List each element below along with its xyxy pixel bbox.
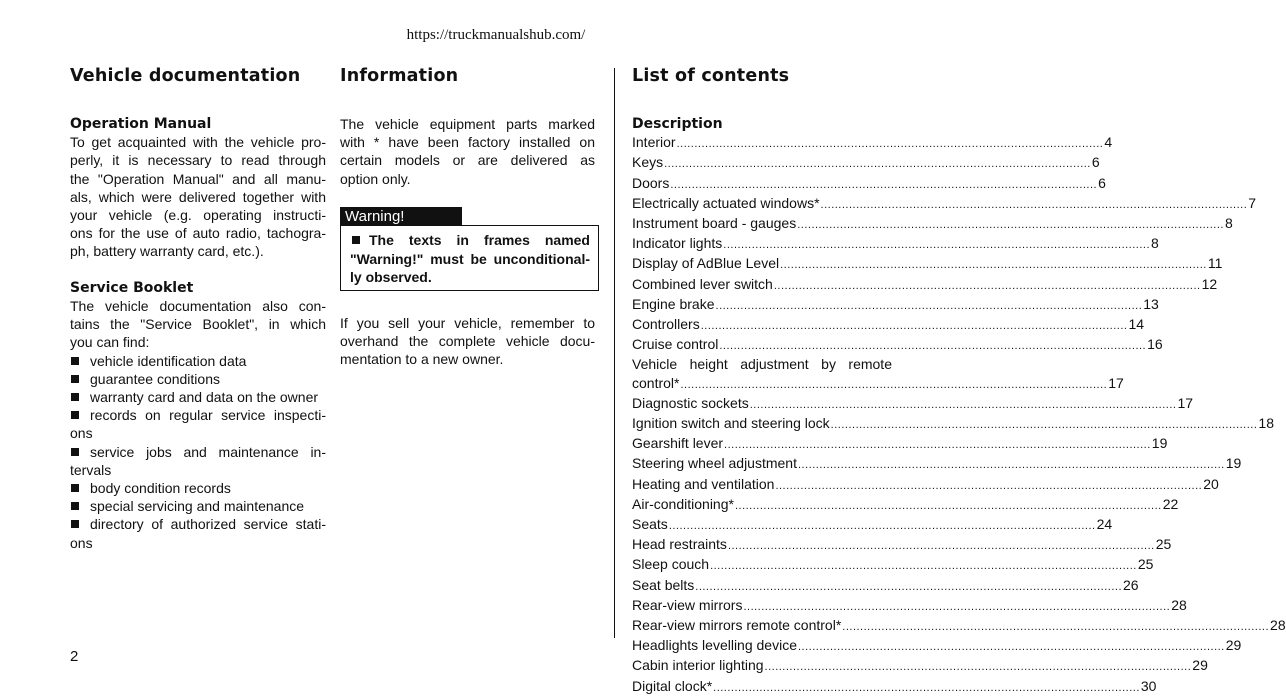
list-item-text: directory of authorized service stati- <box>90 516 326 533</box>
bullet-square-icon <box>71 375 79 383</box>
toc-entry[interactable] <box>632 596 1187 616</box>
service-booklet-line: The vehicle documentation also con- <box>70 298 326 315</box>
toc-entry-page: 20 <box>1203 475 1219 492</box>
operation-manual-heading: Operation Manual <box>70 116 212 132</box>
page-number: 2 <box>70 648 79 665</box>
service-booklet-list <box>70 352 326 552</box>
resale-note-line: If you sell your vehicle, remember to <box>340 315 595 331</box>
toc-entry-page: 19 <box>1151 435 1168 452</box>
toc-entry[interactable] <box>632 677 1157 697</box>
toc-entry-label: Electrically actuated windows* <box>632 194 820 211</box>
toc-entry-label: Engine brake <box>632 295 715 312</box>
toc-leader-dots: ........................................................................................................................ <box>830 419 1258 432</box>
toc-entry-label: Vehicle height adjustment by remote <box>632 356 892 373</box>
toc-entry-label: Indicator lights <box>632 235 723 252</box>
service-booklet-text <box>70 297 326 352</box>
toc-entry-label: Diagnostic sockets <box>632 394 749 411</box>
toc-leader-dots: ........................................................................................................................ <box>775 479 1203 492</box>
toc-entry-page: 17 <box>1177 394 1194 411</box>
toc-entry[interactable] <box>632 234 1159 254</box>
contents-title: List of contents <box>632 66 790 86</box>
toc-entry-page: 22 <box>1162 495 1179 512</box>
toc-entry[interactable] <box>632 434 1168 454</box>
list-item-text: warranty card and data on the owner <box>90 389 319 406</box>
list-item <box>70 443 326 479</box>
toc-leader-dots: ........................................................................................................................ <box>715 299 1143 312</box>
toc-entry-page: 8 <box>1151 235 1159 252</box>
toc-entry-label: Interior <box>632 134 676 151</box>
toc-leader-dots: ........................................................................................................................ <box>773 279 1201 292</box>
toc-entry-page: 12 <box>1201 275 1218 292</box>
toc-entry[interactable] <box>632 133 1113 153</box>
toc-entry-label: Seats <box>632 516 668 533</box>
toc-leader-dots: ........................................................................................................................ <box>798 641 1225 654</box>
toc-entry-page: 24 <box>1096 516 1113 533</box>
toc-leader-dots: ........................................................................................................................ <box>719 340 1147 353</box>
operation-manual-line: ph, battery warranty card, etc.). <box>70 243 264 260</box>
warning-text-line: The texts in frames named <box>350 231 590 250</box>
toc-entry-page: 13 <box>1143 295 1159 312</box>
toc-entry[interactable] <box>632 214 1233 234</box>
service-booklet-line: tains the "Service Booklet", in which <box>70 316 326 333</box>
toc-entry-label: Sleep couch <box>632 556 710 573</box>
toc-entry-page: 28 <box>1270 617 1286 634</box>
toc-entry-label: Instrument board - gauges <box>632 215 797 232</box>
operation-manual-line: the "Operation Manual" and all manu- <box>70 170 326 187</box>
toc-leader-dots: ........................................................................................................................ <box>700 320 1128 333</box>
operation-manual-line: your vehicle (e.g. operating instructi- <box>70 207 326 224</box>
toc-entry-label: control* <box>632 374 680 391</box>
list-item-text: tervals <box>70 461 112 478</box>
toc-leader-dots: ........................................................................................................................ <box>723 239 1151 252</box>
toc-entry-label: Seat belts <box>632 576 695 593</box>
service-booklet-line: you can find: <box>70 334 150 351</box>
list-item <box>70 515 326 551</box>
toc-entry-label: Rear-view mirrors <box>632 596 743 613</box>
toc-leader-dots: ........................................................................................................................ <box>695 580 1123 593</box>
list-item-text: special servicing and maintenance <box>90 498 305 515</box>
resale-note-line: mentation to a new owner. <box>340 351 504 368</box>
toc-entry-label: Heating and ventilation <box>632 475 775 492</box>
contents-list <box>632 115 1286 697</box>
list-item-text: ons <box>70 534 93 551</box>
bullet-square-icon <box>71 393 79 401</box>
operation-manual-line: als, which were delivered together with <box>70 188 326 205</box>
information-line: option only. <box>340 170 411 187</box>
toc-entry-page: 11 <box>1207 255 1223 272</box>
list-item <box>70 370 326 388</box>
toc-entry[interactable] <box>632 174 1106 194</box>
warning-text-line: ly observed. <box>350 269 432 285</box>
toc-entry-label: Head restraints <box>632 536 727 553</box>
toc-leader-dots: ........................................................................................................................ <box>749 398 1177 411</box>
toc-entry-page: 18 <box>1258 415 1274 432</box>
toc-entry-label: Digital clock* <box>632 677 713 694</box>
toc-leader-dots: ........................................................................................................................ <box>670 178 1098 191</box>
list-item <box>70 479 326 497</box>
toc-entry[interactable] <box>632 616 1286 636</box>
toc-entry-page: 25 <box>1155 536 1172 553</box>
list-item-text: vehicle identification data <box>90 352 247 369</box>
toc-leader-dots: ........................................................................................................................ <box>743 600 1171 613</box>
toc-entry-page: 25 <box>1137 556 1154 573</box>
toc-entry[interactable] <box>632 555 1154 575</box>
toc-entry-page: 26 <box>1123 576 1139 593</box>
toc-entry-page: 29 <box>1225 637 1242 654</box>
column-divider <box>614 68 615 638</box>
warning-box <box>340 225 599 291</box>
information-line: The vehicle equipment parts marked <box>340 116 595 132</box>
toc-entry[interactable] <box>632 153 1100 173</box>
bullet-square-icon <box>71 520 79 528</box>
toc-entry-label: Combined lever switch <box>632 275 773 292</box>
toc-entry[interactable] <box>632 335 1163 355</box>
operation-manual-line: perly, it is necessary to read through <box>70 152 326 169</box>
information-line: with * have been factory installed on <box>340 134 595 151</box>
toc-entry-label: Cruise control <box>632 336 719 353</box>
toc-entry-label: Air-conditioning* <box>632 495 734 512</box>
service-booklet-heading: Service Booklet <box>70 279 194 296</box>
toc-entry[interactable] <box>632 275 1218 295</box>
toc-leader-dots: ........................................................................................................................ <box>724 439 1151 452</box>
toc-entry-label: Controllers <box>632 316 700 333</box>
list-item-text: ons <box>70 425 93 442</box>
toc-entry-label: Gearshift lever <box>632 435 724 452</box>
list-item-text: records on regular service inspecti- <box>90 407 326 424</box>
toc-leader-dots: ........................................................................................................................ <box>713 681 1140 694</box>
toc-entry[interactable] <box>632 576 1139 596</box>
toc-entry-label: Headlights levelling device <box>632 637 797 654</box>
toc-entry-page: 28 <box>1171 596 1187 613</box>
toc-entry-label: Doors <box>632 174 670 191</box>
operation-manual-line: To get acquainted with the vehicle pro- <box>70 134 326 151</box>
toc-leader-dots: ........................................................................................................................ <box>764 661 1192 674</box>
toc-leader-dots: ........................................................................................................................ <box>798 459 1225 472</box>
toc-entry[interactable] <box>632 295 1159 315</box>
toc-entry-page: 6 <box>1091 154 1100 171</box>
toc-entry-page: 16 <box>1147 336 1163 353</box>
bullet-square-icon <box>71 502 79 510</box>
operation-manual-text <box>70 133 326 260</box>
bullet-square-icon <box>352 236 360 244</box>
toc-entry[interactable] <box>632 394 1194 414</box>
toc-entry[interactable] <box>632 374 1124 394</box>
toc-leader-dots: ........................................................................................................................ <box>680 378 1108 391</box>
toc-entry-page: 8 <box>1224 215 1233 232</box>
list-item <box>70 406 326 442</box>
list-item-text: guarantee conditions <box>90 370 220 387</box>
toc-entry-label: Cabin interior lighting <box>632 657 764 674</box>
toc-entry-page: 14 <box>1128 316 1145 333</box>
warning-label: Warning! <box>340 207 462 226</box>
list-item-text: service jobs and maintenance in- <box>90 443 326 460</box>
toc-entry[interactable] <box>632 495 1179 515</box>
toc-leader-dots: ........................................................................................................................ <box>664 158 1091 171</box>
list-item <box>70 388 326 406</box>
information-title: Information <box>340 66 459 86</box>
toc-entry-page: 6 <box>1098 174 1106 191</box>
toc-entry-label: Ignition switch and steering lock <box>632 415 830 432</box>
vehicle-documentation-title: Vehicle documentation <box>70 66 301 86</box>
toc-leader-dots: ........................................................................................................................ <box>710 560 1137 573</box>
toc-entry-label: Keys <box>632 154 664 171</box>
toc-entry-page: 29 <box>1192 657 1208 674</box>
toc-entry-page: 30 <box>1140 677 1157 694</box>
toc-leader-dots: ........................................................................................................................ <box>734 499 1162 512</box>
information-resale-note <box>340 314 595 369</box>
list-item-text: body condition records <box>90 480 231 497</box>
list-item <box>70 352 326 370</box>
toc-entry[interactable] <box>632 194 1257 214</box>
bullet-square-icon <box>71 357 79 365</box>
toc-entry-page: 19 <box>1225 455 1242 472</box>
source-url: https://truckmanualshub.com/ <box>406 27 586 43</box>
toc-entry[interactable] <box>632 656 1208 676</box>
information-line: certain models or are delivered as <box>340 152 595 169</box>
warning-text-line: "Warning!" must be unconditional- <box>350 250 590 267</box>
toc-leader-dots: ........................................................................................................................ <box>676 138 1104 151</box>
resale-note-line: overhand the complete vehicle docu- <box>340 333 595 350</box>
toc-leader-dots: ........................................................................................................................ <box>780 259 1207 272</box>
toc-leader-dots: ........................................................................................................................ <box>842 621 1270 634</box>
toc-entry-label: Display of AdBlue Level <box>632 255 780 272</box>
toc-entry[interactable] <box>632 315 1145 335</box>
toc-leader-dots: ........................................................................................................................ <box>727 540 1155 553</box>
list-item <box>70 497 326 515</box>
vehicle-documentation-column <box>70 115 326 552</box>
toc-entry-label: Steering wheel adjustment <box>632 455 797 472</box>
toc-entry[interactable] <box>632 636 1242 656</box>
information-intro <box>340 115 595 188</box>
toc-entry[interactable] <box>632 414 1274 434</box>
toc-leader-dots: ........................................................................................................................ <box>820 198 1248 211</box>
toc-entry-page: 4 <box>1104 134 1113 151</box>
toc-entry-page: 7 <box>1248 194 1257 211</box>
toc-entry[interactable] <box>632 515 1113 535</box>
toc-entry-label: Rear-view mirrors remote control* <box>632 617 842 634</box>
bullet-square-icon <box>71 484 79 492</box>
bullet-square-icon <box>71 411 79 419</box>
description-section-heading: Description <box>632 116 723 132</box>
toc-entry[interactable] <box>632 454 1242 474</box>
toc-entry[interactable] <box>632 475 1219 495</box>
toc-leader-dots: ........................................................................................................................ <box>797 219 1224 232</box>
toc-entry-page: 17 <box>1108 374 1124 391</box>
toc-leader-dots: ........................................................................................................................ <box>668 520 1096 533</box>
operation-manual-line: ons for the use of auto radio, tachogra- <box>70 225 326 242</box>
bullet-square-icon <box>71 448 79 456</box>
toc-entry[interactable] <box>632 254 1223 274</box>
toc-entry[interactable] <box>632 535 1172 555</box>
